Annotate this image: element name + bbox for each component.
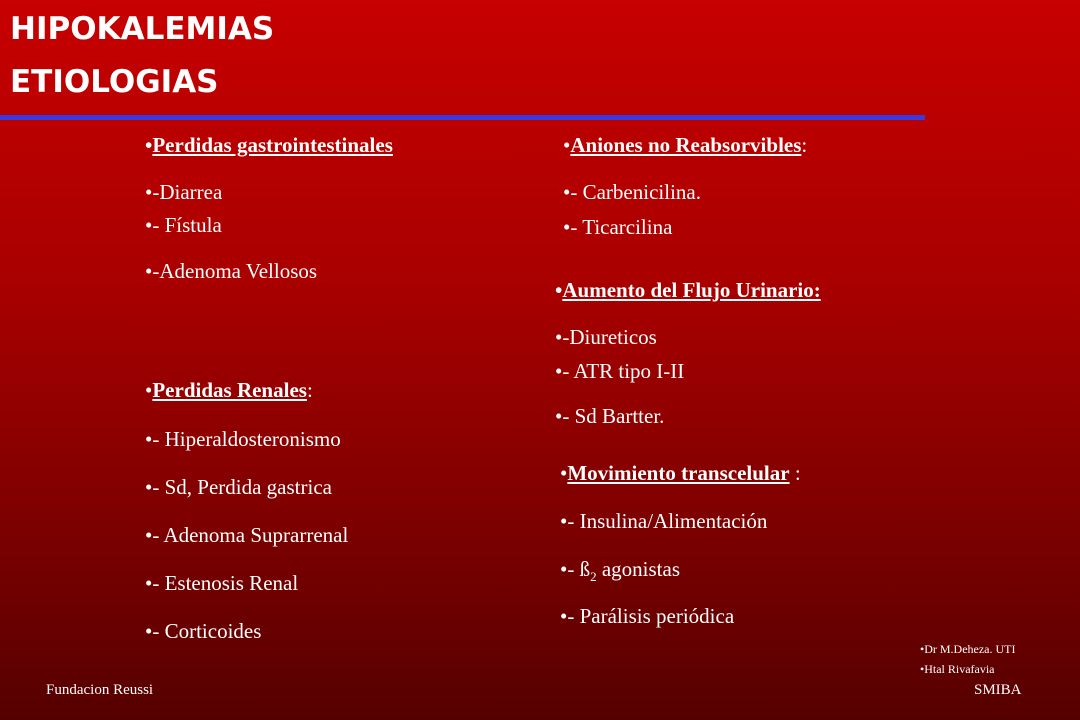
gi-item-adenoma: •-Adenoma Vellosos bbox=[145, 259, 318, 283]
flujo-item-atr: •- ATR tipo I-II bbox=[555, 359, 685, 383]
flujo-item-bartter: •- Sd Bartter. bbox=[555, 404, 665, 428]
renal-item-sd-perdida: •- Sd, Perdida gastrica bbox=[145, 475, 332, 499]
page-title-line2: ETIOLOGIAS bbox=[10, 64, 219, 100]
transcelular-item-beta2: •- $ß_2$ agonistas bbox=[560, 557, 681, 584]
title-underline-rule bbox=[0, 115, 925, 120]
page-title-line1: HIPOKALEMIAS bbox=[10, 11, 275, 47]
credit-line-1: •Dr M.Deheza. UTI bbox=[920, 642, 1016, 656]
renal-item-corticoides: •- Corticoides bbox=[145, 619, 262, 643]
footer-right-label: SMIBA bbox=[974, 682, 1022, 698]
gi-item-fistula: •- Fístula bbox=[145, 213, 222, 237]
renal-heading: •Perdidas Renales: bbox=[145, 378, 313, 402]
credit-line-2: •Htal Rivafavia bbox=[920, 662, 995, 676]
aniones-heading: •Aniones no Reabsorvibles: bbox=[563, 133, 808, 157]
transcelular-heading: •Movimiento transcelular : bbox=[560, 461, 801, 485]
gi-item-diarrea: •-Diarrea bbox=[145, 180, 223, 204]
renal-item-estenosis: •- Estenosis Renal bbox=[145, 571, 299, 595]
flujo-heading: •Aumento del Flujo Urinario: bbox=[555, 278, 821, 302]
footer-left-label: Fundacion Reussi bbox=[46, 682, 154, 698]
aniones-item-ticarcilina: •- Ticarcilina bbox=[563, 215, 673, 239]
renal-item-hiperaldo: •- Hiperaldosteronismo bbox=[145, 427, 341, 451]
gi-heading: •Perdidas gastrointestinales bbox=[145, 133, 393, 157]
transcelular-item-insulina: •- Insulina/Alimentación bbox=[560, 509, 768, 533]
renal-item-adenoma-supra: •- Adenoma Suprarrenal bbox=[145, 523, 349, 547]
aniones-item-carbenicilina: •- Carbenicilina. bbox=[563, 180, 701, 204]
flujo-item-diureticos: •-Diureticos bbox=[555, 325, 657, 349]
transcelular-item-paralisis: •- Parálisis periódica bbox=[560, 604, 735, 628]
